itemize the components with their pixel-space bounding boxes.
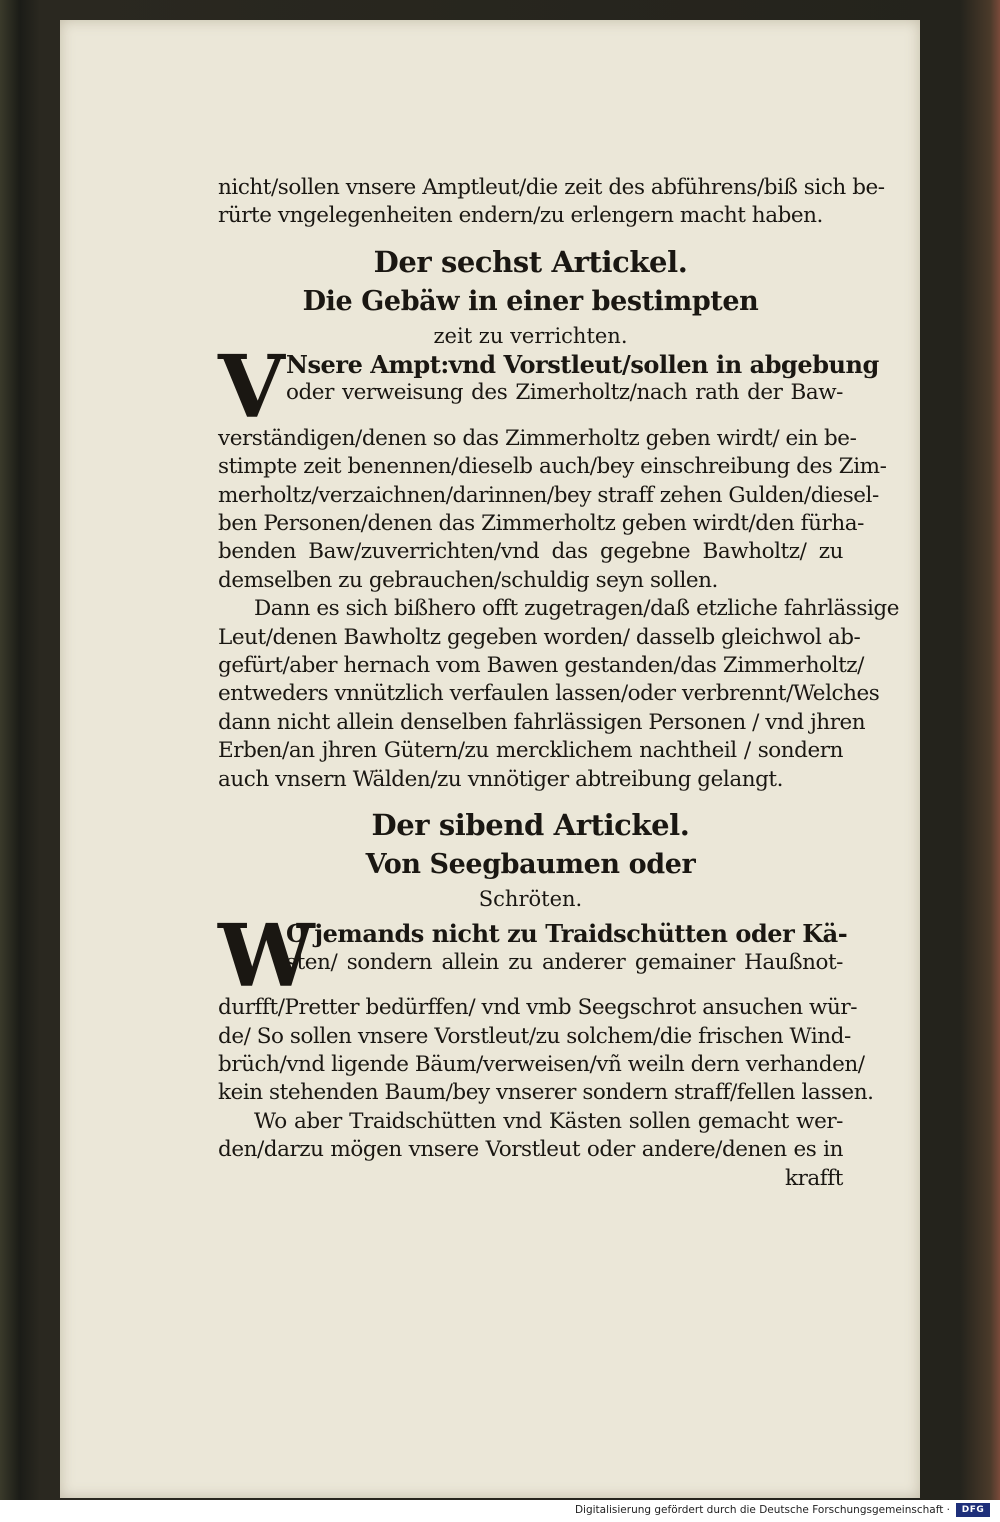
paragraph-line: sten/ sondern allein zu anderer gemainer Haußnot- [286,949,843,975]
paragraph-line: gefürt/aber hernach vom Bawen gestanden/das Zimmerholtz/ [218,653,864,679]
decorated-initial: V [218,336,285,438]
paragraph-line: kein stehenden Baum/bey vnserer sondern straff/fellen lassen. [218,1080,874,1106]
paragraph-line: entweders vnnützlich verfaulen lassen/oder verbrennt/Welches [218,681,880,707]
article-6-subtitle-line-2: zeit zu verrichten. [433,323,628,348]
article-7-paragraph-1 [218,906,874,1108]
paragraph-line: benden Baw/zuverrichten/vnd das gegebne Bawholtz/ zu [218,539,843,565]
paragraph-line: oder verweisung des Zimerholtz/nach rath der Baw- [286,380,843,406]
article-7-subtitle-line-2: Schröten. [478,887,583,912]
article-7-heading: Der sibend Artickel. [371,808,690,843]
paragraph-line: Erben/an jhren Gütern/zu mercklichem nachtheil / sondern [218,738,843,764]
footer-bar [0,1500,1000,1522]
paragraph-line: den/darzu mögen vnsere Vorstleut oder andere/denen es in [218,1137,843,1163]
page-text [218,174,899,1193]
paragraph-line: verständigen/denen so das Zimmerholtz geben wirdt/ ein be- [218,425,857,451]
decorated-initial: W [218,906,315,1008]
article-7-paragraph-2 [218,1108,843,1193]
paragraph-line: O jemands nicht zu Traidschütten oder Kä- [286,919,848,949]
catchword: krafft [785,1165,843,1191]
article-7-subtitle: Von Seegbaumen oder [365,849,696,881]
paragraph-line: ben Personen/denen das Zimmerholtz geben wirdt/den fürha- [218,511,864,537]
funding-credit: Digitalisierung gefördert durch die Deutsche Forschungsgemeinschaft · [574,1504,950,1516]
intro-line-1: nicht/sollen vnsere Amptleut/die zeit des abführens/biß sich be- [218,175,885,200]
paragraph-line: Nsere Ampt:vnd Vorstleut/sollen in abgebung [286,349,879,379]
paragraph-line: merholtz/verzaichnen/darinnen/bey straff zehen Gulden/diesel- [218,482,879,508]
paragraph-line: auch vnsern Wälden/zu vnnötiger abtreibung gelangt. [218,766,783,792]
paragraph-line: durfft/Pretter bedürffen/ vnd vmb Seegschrot ansuchen wür- [218,995,858,1021]
article-6-subtitle: Die Gebäw in einer bestimpten [302,285,759,317]
paragraph-line: Leut/denen Bawholtz gegeben worden/ dasselb gleichwol ab- [218,624,861,650]
paragraph-line: demselben zu gebrauchen/schuldig seyn sollen. [218,567,718,593]
paragraph-line: Dann es sich bißhero offt zugetragen/daß etzliche fahrlässige [254,596,899,622]
paragraph-line: brüch/vnd ligende Bäum/verweisen/vñ weiln dern verhanden/ [218,1051,865,1077]
dfg-logo: DFG [956,1503,990,1517]
article-6-paragraph-2 [218,595,899,794]
article-6-heading: Der sechst Artickel. [373,244,688,279]
intro-line-2: rürte vngelegenheiten endern/zu erlengern macht haben. [218,203,823,229]
paragraph-line: stimpte zeit benennen/dieselb auch/bey einschreibung des Zim- [218,454,887,480]
article-6-paragraph-1 [218,336,887,595]
paragraph-line: Wo aber Traidschütten vnd Kästen sollen gemacht wer- [254,1108,843,1134]
paragraph-line: dann nicht allein denselben fahrlässigen Personen / vnd jhren [218,709,866,735]
paragraph-line: de/ So sollen vnsere Vorstleut/zu solchem/die frischen Wind- [218,1023,851,1049]
